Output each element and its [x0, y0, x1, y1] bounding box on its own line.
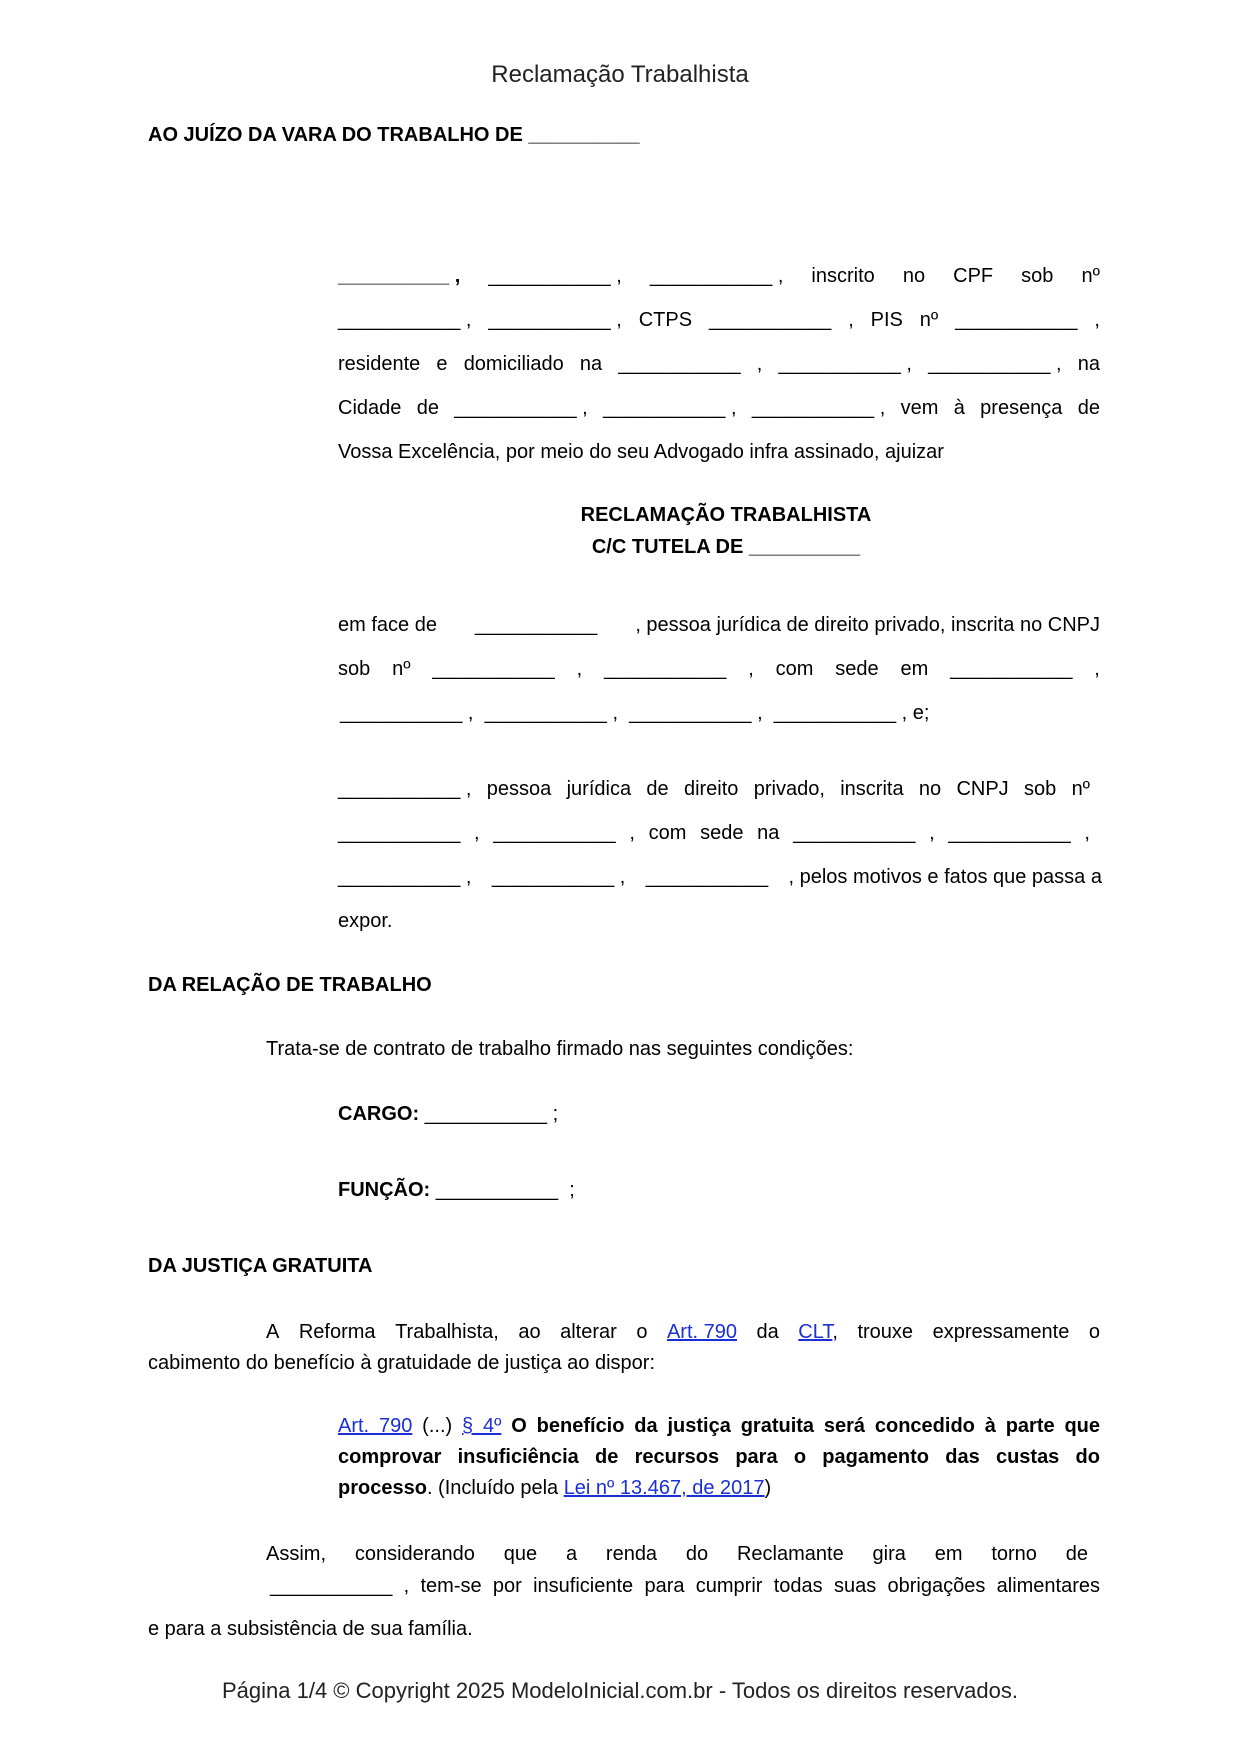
text-word: e — [436, 353, 448, 375]
justica-p2-line-3: e para a subsistência de sua família. — [148, 1618, 473, 1640]
blank-field: ___________ — [338, 822, 461, 844]
text-word: que — [503, 1543, 538, 1565]
section-heading-relacao: DA RELAÇÃO DE TRABALHO — [148, 974, 432, 996]
blank-field: ___________ — [955, 309, 1078, 331]
blank-field: ___________ , — [454, 397, 588, 419]
cargo-label: CARGO: — [338, 1103, 420, 1125]
text-word: nº — [1081, 265, 1100, 287]
text-word: na — [1077, 353, 1100, 375]
text-word: com — [648, 822, 687, 844]
text-word: CNPJ — [956, 778, 1009, 800]
quote-bold-text: O benefício da justiça gratuita será concedido à parte que comprovar insuficiência de recursos para o pagamento das custas do processo — [338, 1415, 1101, 1499]
blank-field: ___________ — [493, 822, 616, 844]
action-title: RECLAMAÇÃO TRABALHISTA — [580, 504, 872, 526]
text-word: Reforma — [298, 1321, 376, 1343]
text-word: a — [565, 1543, 578, 1565]
text-word: da — [756, 1321, 779, 1343]
blank-field: ___________ , — [488, 265, 622, 287]
text-word: torno — [991, 1543, 1037, 1565]
blank-field: ___________ — [474, 614, 598, 636]
text-word: Trabalhista, — [395, 1321, 499, 1343]
text-word: sob — [1021, 265, 1054, 287]
defendant1-line-1 — [338, 613, 1100, 637]
cargo-line — [338, 1102, 558, 1126]
text-word: com — [775, 658, 814, 680]
justica-p2-line-1 — [266, 1542, 1088, 1566]
text-word: o — [1088, 1321, 1100, 1343]
text-word: Reclamante — [736, 1543, 844, 1565]
text-word: Assim, — [266, 1543, 326, 1565]
blank-field: ___________ , — [338, 866, 472, 888]
text-word: CTPS — [638, 309, 693, 331]
blank-field: ___________ , — [338, 778, 472, 800]
text-word: A — [266, 1321, 280, 1343]
blank-field: ___________ , — [338, 309, 472, 331]
text-word: jurídica — [566, 778, 632, 800]
text-word: CPF — [953, 265, 994, 287]
text-word: , — [848, 309, 854, 331]
justica-p1-line-1 — [266, 1320, 1100, 1344]
defendant2-line-3 — [338, 865, 1102, 889]
blank-field: ___________ — [603, 658, 727, 680]
text-word: , — [474, 822, 480, 844]
text-word: em — [900, 658, 929, 680]
text-word: , — [748, 658, 754, 680]
text-word: , — [1094, 309, 1100, 331]
text-word: , — [629, 822, 635, 844]
text-word: nº — [1071, 778, 1090, 800]
blank-field: ___________ , — [649, 265, 784, 287]
text-word: sede — [835, 658, 879, 680]
text-word: pessoa — [486, 778, 552, 800]
text-word: inscrito — [811, 265, 875, 287]
section-heading-justica: DA JUSTIÇA GRATUITA — [148, 1255, 373, 1277]
party1-line-4 — [338, 396, 1100, 420]
defendant2-line-1 — [338, 777, 1090, 801]
link-lei-13467[interactable]: Lei nº 13.467, de 2017 — [563, 1477, 765, 1499]
legal-quote — [338, 1411, 1100, 1504]
justica-p2-line-2 — [270, 1574, 1100, 1598]
link-art-790[interactable]: Art. 790 — [666, 1321, 738, 1343]
text-word: alterar — [560, 1321, 617, 1343]
text-word: residente — [338, 353, 421, 375]
blank-field: ___________ — [708, 309, 832, 331]
text-word: na — [757, 822, 780, 844]
text-word: no — [918, 778, 942, 800]
blank-field: ___________ — [645, 866, 769, 888]
quote-text: . (Incluído pela — [426, 1477, 564, 1499]
text-word: de — [1077, 397, 1100, 419]
link-quote-art-790[interactable]: Art. 790 — [338, 1415, 413, 1437]
blank-field: ___________ , — [928, 353, 1062, 375]
text-word: gira — [872, 1543, 906, 1565]
text-word: privado, — [753, 778, 825, 800]
page-header-title: Reclamação Trabalhista — [491, 61, 749, 88]
text-word: sede — [700, 822, 744, 844]
defendant1-line-2 — [338, 657, 1100, 681]
text-word: no — [902, 265, 926, 287]
text-word: na — [579, 353, 603, 375]
party1-line-5: Vossa Excelência, por meio do seu Advogado infra assinado, ajuizar — [338, 441, 944, 463]
text-word: em — [934, 1543, 963, 1565]
text-word: o — [636, 1321, 648, 1343]
text-word: à — [953, 397, 965, 419]
funcao-label: FUNÇÃO: — [338, 1179, 431, 1201]
text-word: de — [416, 397, 439, 419]
quote-text: ) — [764, 1477, 772, 1499]
text-word: do — [685, 1543, 709, 1565]
blank-field: ___________ — [950, 658, 1073, 680]
text-word: considerando — [354, 1543, 475, 1565]
text-word: , pessoa jurídica de direito privado, inscrita no CNPJ — [635, 614, 1100, 636]
link-paragraph-4[interactable]: § 4º — [462, 1415, 502, 1437]
quote-text: (...) — [412, 1415, 463, 1437]
text-word: de — [646, 778, 669, 800]
relacao-intro: Trata-se de contrato de trabalho firmado nas seguintes condições: — [266, 1038, 854, 1060]
court-heading: AO JUÍZO DA VARA DO TRABALHO DE __________ — [148, 124, 640, 146]
party1-line-1 — [338, 264, 1100, 288]
text-word: nº — [919, 309, 939, 331]
text-word: nº — [392, 658, 411, 680]
defendant2-line-2 — [338, 821, 1090, 845]
justica-p1-line-2: cabimento do benefício à gratuidade de justiça ao dispor: — [148, 1352, 656, 1374]
page-footer: Página 1/4 © Copyright 2025 ModeloInicial.com.br - Todos os direitos reservados. — [222, 1678, 1018, 1703]
text-word: presença — [980, 397, 1063, 419]
text-word: sob — [1024, 778, 1057, 800]
text-word: , pelos motivos e fatos que passa a — [788, 866, 1102, 888]
text-word: PIS — [870, 309, 903, 331]
funcao-line — [338, 1178, 575, 1202]
text-line: ___________ , tem-se por insuficiente para cumprir todas suas obrigações alimentares — [270, 1575, 1100, 1597]
blank-field: ___________ — [432, 658, 555, 680]
blank-field: ___________ — [793, 822, 916, 844]
text-word: , — [1094, 658, 1100, 680]
text-word: , — [832, 1321, 838, 1343]
text-word: em face de — [338, 614, 437, 636]
text-word: , — [576, 658, 583, 680]
text-word: Cidade — [338, 397, 402, 419]
link-clt[interactable]: CLT — [798, 1321, 833, 1343]
defendant1-line-3: ___________ , ___________ , ___________ , ___________ , e; — [340, 702, 930, 724]
blank-field: ___________ , — [491, 866, 626, 888]
action-subtitle: C/C TUTELA DE __________ — [591, 536, 861, 558]
text-word: sob — [338, 658, 371, 680]
text-word: domiciliado — [463, 353, 564, 375]
party1-line-3 — [338, 352, 1100, 376]
blank-field: ___________ — [948, 822, 1071, 844]
text-word: ao — [518, 1321, 541, 1343]
text-word: expressamente — [932, 1321, 1070, 1343]
blank-field: ___________ , — [751, 397, 886, 419]
blank-field: ___________ — [618, 353, 741, 375]
text-word: , — [756, 353, 763, 375]
blank-field: ___________ , — [488, 309, 622, 331]
text-word: renda — [605, 1543, 658, 1565]
text-word: , — [1084, 822, 1090, 844]
text-word: direito — [683, 778, 739, 800]
text-word: inscrita — [840, 778, 904, 800]
party1-line-2 — [338, 308, 1100, 332]
text-word: , — [929, 822, 935, 844]
blank-field: __________ , — [338, 265, 461, 287]
funcao-value: ___________ ; — [430, 1179, 575, 1201]
text-word: de — [1065, 1543, 1088, 1565]
cargo-value: ___________ ; — [419, 1103, 559, 1125]
blank-field: ___________ , — [778, 353, 912, 375]
text-word: vem — [900, 397, 939, 419]
text-word: trouxe — [857, 1321, 914, 1343]
blank-field: ___________ , — [603, 397, 737, 419]
defendant2-line-4: expor. — [338, 910, 393, 932]
